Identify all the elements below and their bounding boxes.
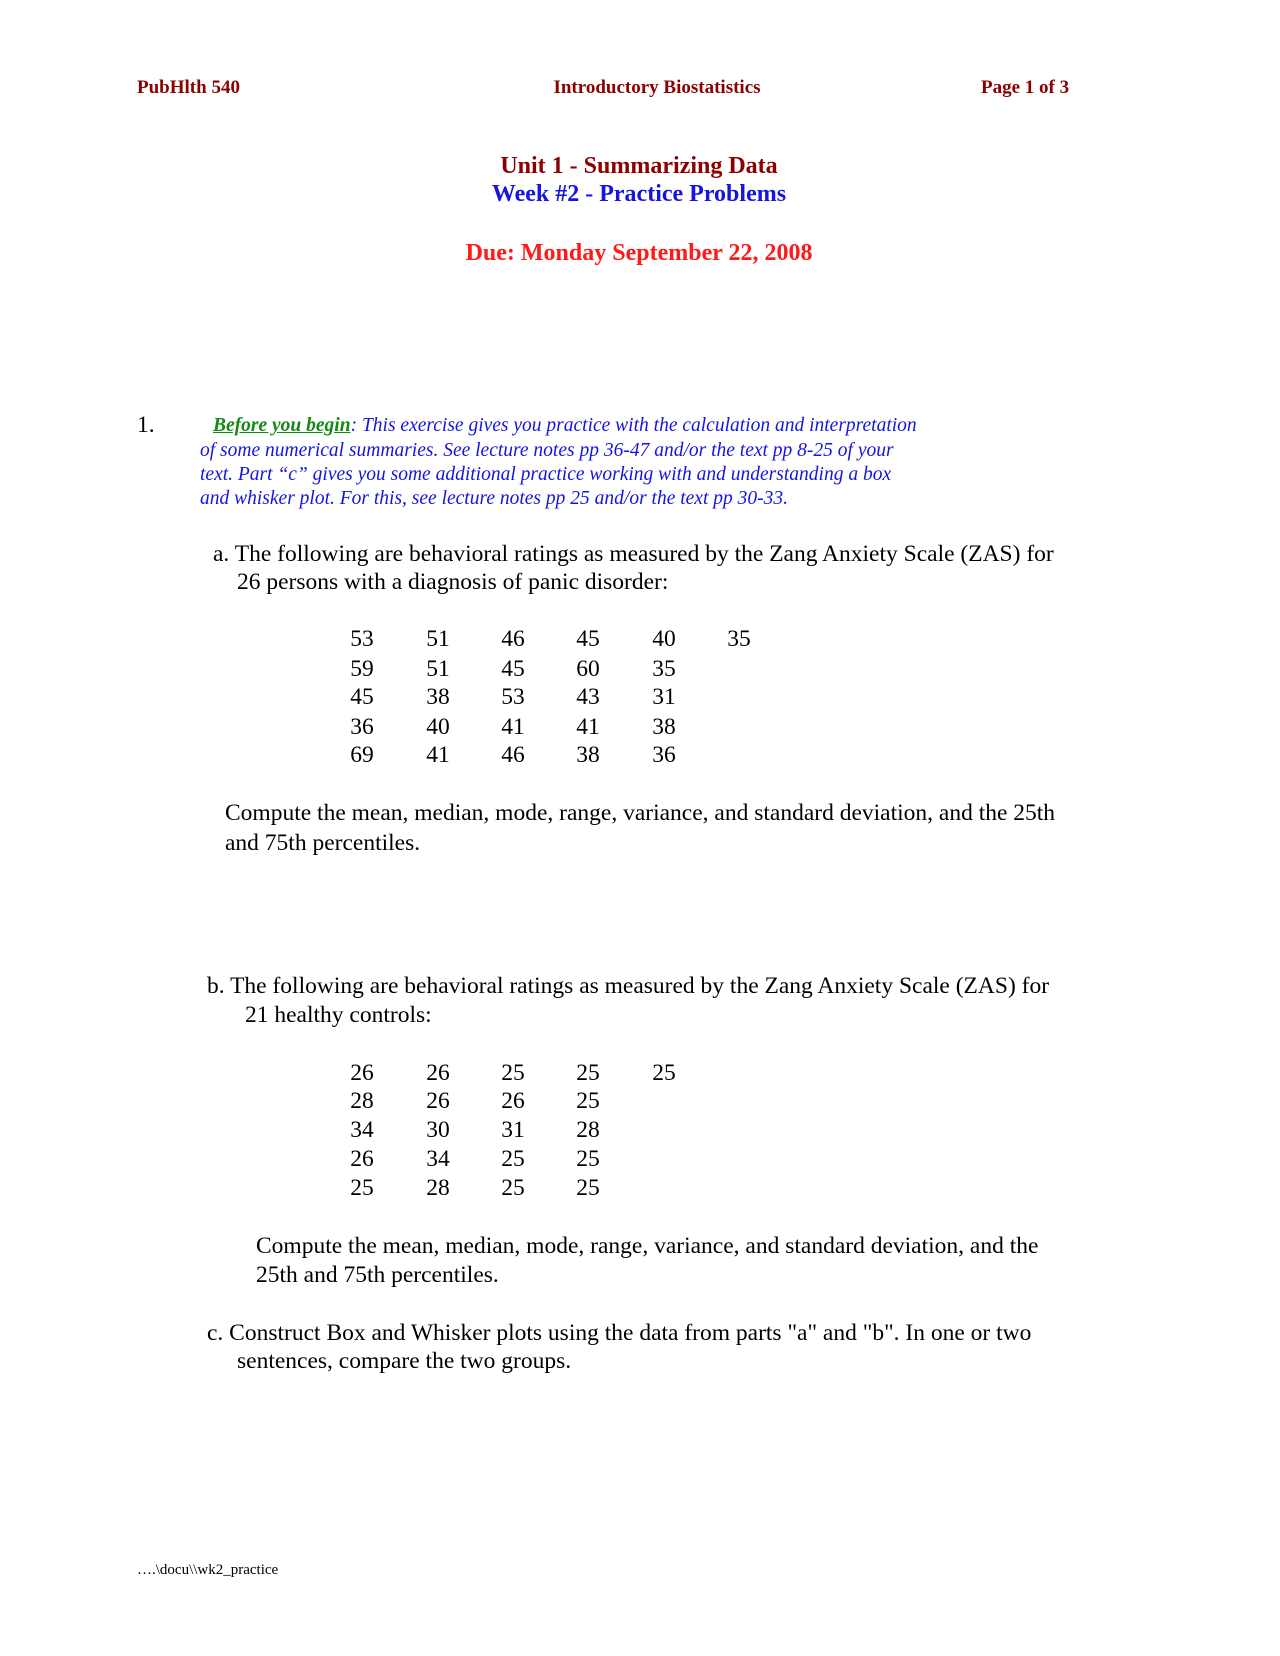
table-cell: 45: [350, 684, 374, 710]
table-cell: 36: [350, 714, 374, 740]
table-cell: 51: [426, 656, 450, 682]
part-a-line-2: 26 persons with a diagnosis of panic disorder:: [237, 569, 669, 595]
part-b-line-1: b. The following are behavioral ratings as measured by the Zang Anxiety Scale (ZAS) for: [207, 973, 1050, 999]
table-cell: 35: [727, 626, 751, 652]
intro-line-1: [213, 416, 917, 436]
due-date: Due: Monday September 22, 2008: [465, 240, 813, 266]
table-cell: 40: [652, 626, 676, 652]
table-cell: 31: [652, 684, 676, 710]
table-cell: 26: [350, 1060, 374, 1086]
table-cell: 25: [576, 1088, 600, 1114]
table-cell: 34: [426, 1146, 450, 1172]
part-c-line-2: sentences, compare the two groups.: [237, 1348, 572, 1374]
table-cell: 46: [501, 626, 525, 652]
table-cell: 26: [350, 1146, 374, 1172]
table-cell: 45: [501, 656, 525, 682]
part-a-task-1: Compute the mean, median, mode, range, variance, and standard deviation, and the 25th: [225, 800, 1056, 826]
part-b-line-2: 21 healthy controls:: [245, 1002, 432, 1028]
table-cell: 31: [501, 1117, 525, 1143]
table-cell: 46: [501, 742, 525, 768]
table-cell: 36: [652, 742, 676, 768]
part-c-line-1: c. Construct Box and Whisker plots using the data from parts "a" and "b". In one or two: [207, 1320, 1032, 1346]
table-cell: 45: [576, 626, 600, 652]
week-title: Week #2 - Practice Problems: [491, 181, 787, 207]
intro-line-2: of some numerical summaries. See lecture notes pp 36-47 and/or the text pp 8-25 of your: [200, 440, 894, 461]
intro-line-4: and whisker plot. For this, see lecture notes pp 25 and/or the text pp 30-33.: [200, 488, 788, 509]
before-you-begin-label: Before you begin: [213, 415, 351, 436]
table-cell: 26: [426, 1088, 450, 1114]
table-cell: 25: [501, 1146, 525, 1172]
table-cell: 28: [426, 1175, 450, 1201]
table-cell: 53: [350, 626, 374, 652]
table-cell: 40: [426, 714, 450, 740]
table-cell: 53: [501, 684, 525, 710]
intro-text: : This exercise gives you practice with the calculation and interpretation: [350, 415, 917, 436]
part-a-task-2: and 75th percentiles.: [225, 830, 421, 856]
part-b-task-1: Compute the mean, median, mode, range, variance, and standard deviation, and the: [256, 1233, 1039, 1259]
table-cell: 43: [576, 684, 600, 710]
table-cell: 59: [350, 656, 374, 682]
table-cell: 41: [576, 714, 600, 740]
table-cell: 30: [426, 1117, 450, 1143]
page-number: Page 1 of 3: [981, 77, 1070, 98]
table-cell: 26: [501, 1088, 525, 1114]
table-cell: 25: [576, 1175, 600, 1201]
table-cell: 25: [652, 1060, 676, 1086]
intro-line-3: text. Part “c” gives you some additional practice working with and understanding a box: [200, 464, 892, 485]
table-cell: 41: [426, 742, 450, 768]
table-cell: 25: [350, 1175, 374, 1201]
part-b-task-2: 25th and 75th percentiles.: [256, 1262, 499, 1288]
table-cell: 34: [350, 1117, 374, 1143]
table-cell: 51: [426, 626, 450, 652]
table-cell: 38: [426, 684, 450, 710]
table-cell: 35: [652, 656, 676, 682]
table-cell: 60: [576, 656, 600, 682]
table-cell: 69: [350, 742, 374, 768]
table-cell: 38: [652, 714, 676, 740]
table-cell: 25: [576, 1060, 600, 1086]
table-cell: 26: [426, 1060, 450, 1086]
course-subject: Introductory Biostatistics: [553, 77, 761, 98]
table-cell: 28: [576, 1117, 600, 1143]
table-cell: 41: [501, 714, 525, 740]
course-code: PubHlth 540: [137, 77, 240, 98]
table-cell: 25: [501, 1060, 525, 1086]
footer-path: ….\docu\\wk2_practice: [137, 1562, 279, 1578]
table-cell: 28: [350, 1088, 374, 1114]
part-a-line-1: a. The following are behavioral ratings as measured by the Zang Anxiety Scale (ZAS) for: [213, 541, 1054, 567]
problem-number: 1.: [137, 412, 155, 438]
unit-title: Unit 1 - Summarizing Data: [500, 153, 778, 179]
table-cell: 38: [576, 742, 600, 768]
table-cell: 25: [576, 1146, 600, 1172]
table-cell: 25: [501, 1175, 525, 1201]
